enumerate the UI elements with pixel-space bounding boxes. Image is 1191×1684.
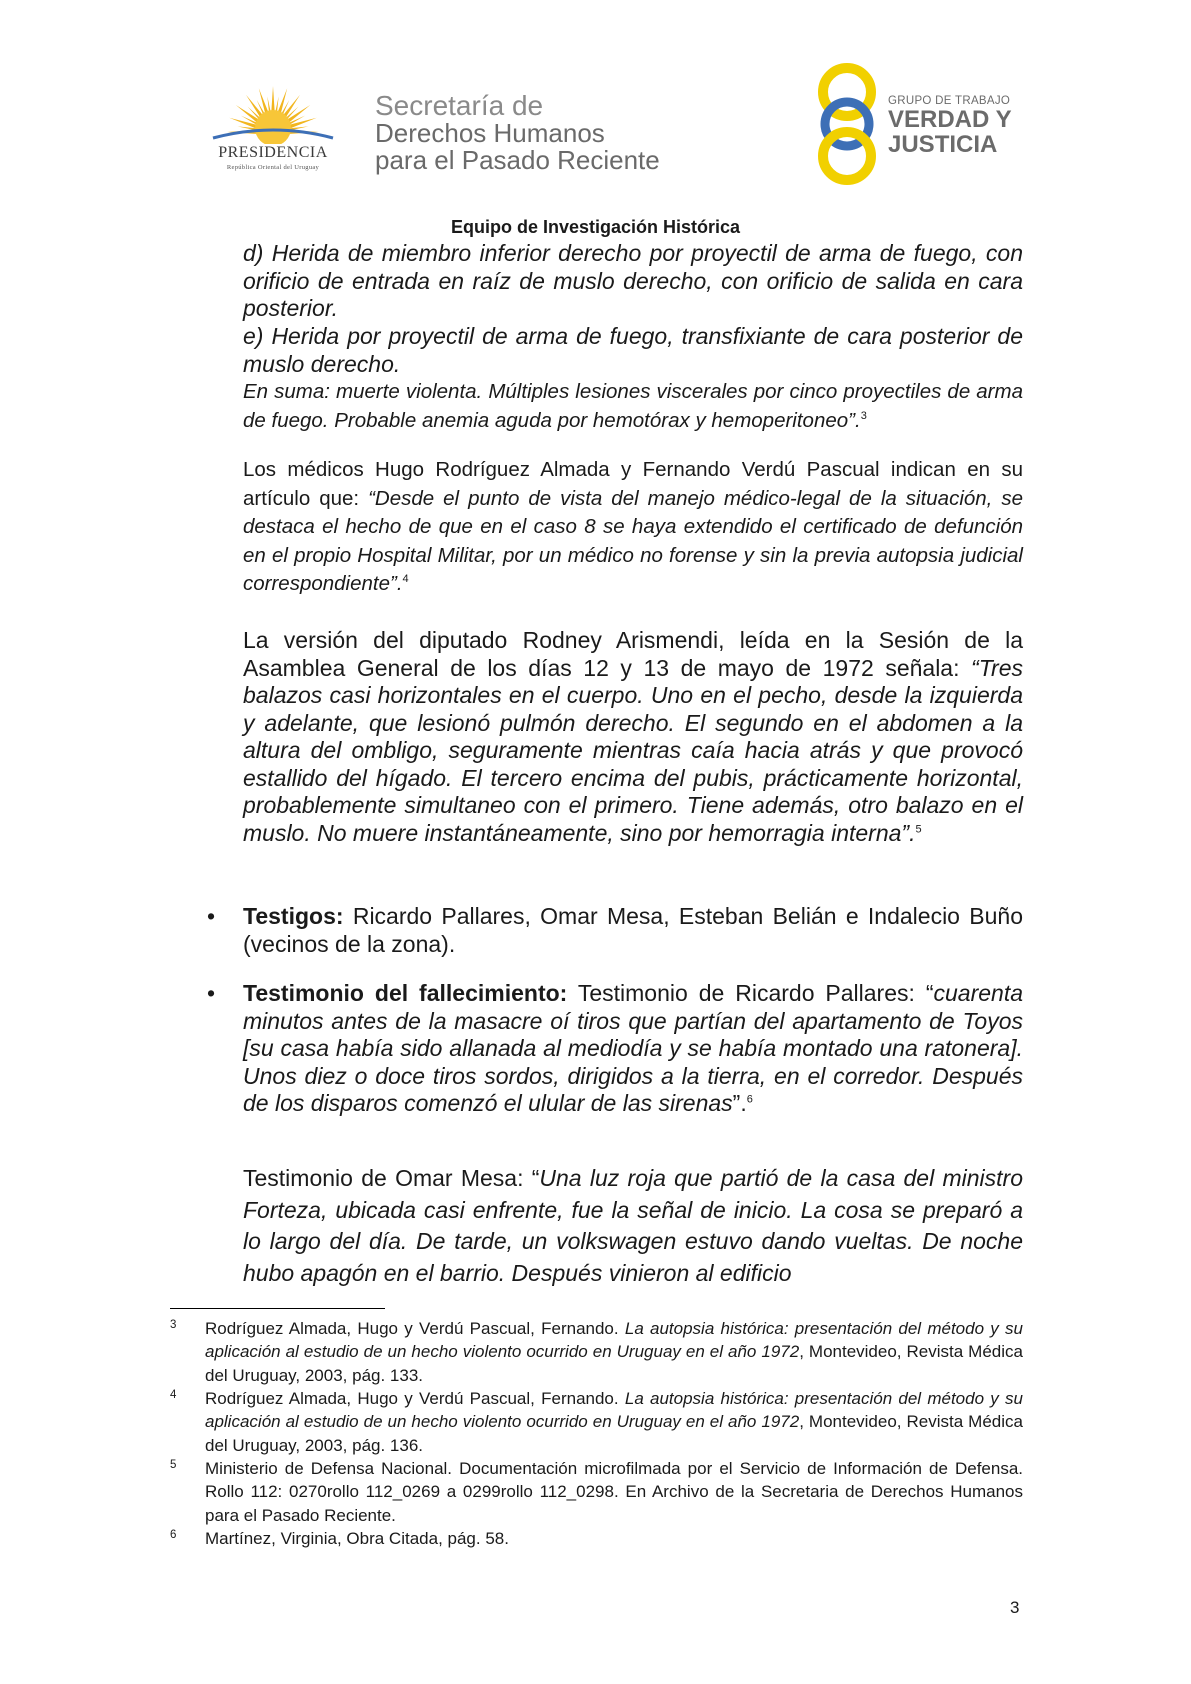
footnote-ref-5: 5 (915, 822, 922, 835)
arismendi-paragraph (243, 627, 1023, 847)
item-d: d) Herida de miembro inferior derecho por proyectil de arma de fuego, con orificio de entrada en raíz de muslo derecho, con orificio de salida en cara posterior. (243, 240, 1023, 321)
mesa-intro: Testimonio de Omar Mesa: “ (243, 1165, 540, 1191)
testigos-text: Ricardo Pallares, Omar Mesa, Esteban Belián e Indalecio Buño (vecinos de la zona). (243, 903, 1023, 957)
arismendi-quote: “Tres balazos casi horizontales en el cuerpo. Uno en el pecho, desde la izquierda y adelante, que lesionó pulmón derecho. El segundo en el abdomen a la altura del ombligo, seguramente mientras caía hacia atrás y que provocó estallido del hígado. El tercero encima del pubis, prácticamente horizontal, probablemente simultaneo con el primero. Tiene además, otro balazo en el muslo. No muere instantáneamente, sino por hemorragia interna”. (243, 654, 1023, 846)
footnote-author: Rodríguez Almada, Hugo y Verdú Pascual, Fernando. (205, 1389, 625, 1408)
page-number: 3 (1010, 1598, 1020, 1617)
footnote-source: , Montevideo, Revista Médica del Uruguay, 2003, pág. 133. (205, 1342, 1023, 1385)
secretaria-logo-text (375, 92, 660, 174)
medicos-quote: “Desde el punto de vista del manejo médico-legal de la situación, se destaca el hecho de que en el caso 8 se haya extendido el certificado de defunción en el propio Hospital Militar, por un médico no forense y sin la previa autopsia judicial correspondiente”. (243, 486, 1024, 595)
summary-paragraph (243, 378, 1023, 435)
mesa-quote: Una luz roja que partió de la casa del ministro Forteza, ubicada casi enfrente, fue la señal de inicio. La cosa se preparó a lo largo del día. De tarde, un volkswagen estuvo dando vueltas. De noche hubo apagón en el barrio. Después vinieron al edificio (243, 1165, 1023, 1286)
footnote-text: Martínez, Virginia, Obra Citada, pág. 58. (205, 1529, 509, 1548)
testimonio-paragraph (243, 980, 1023, 1118)
footnote-number: 3 (170, 1319, 177, 1331)
footnote-5 (170, 1457, 1023, 1527)
gtvj-line-2: VERDAD Y (888, 106, 1012, 133)
footnote-author: Rodríguez Almada, Hugo y Verdú Pascual, Fernando. (205, 1319, 625, 1338)
page-title: Equipo de Investigación Histórica (450, 217, 741, 237)
arismendi-intro: La versión del diputado Rodney Arismendi, leída en la Sesión de la Asamblea General de los días 12 y 13 de mayo de 1972 señala: (243, 627, 1023, 681)
medicos-paragraph (243, 456, 1023, 599)
presidencia-sublabel: República Oriental del Uruguay (226, 164, 320, 171)
presidencia-logo (193, 82, 353, 182)
testimonio-close: ”. (732, 1090, 747, 1116)
secretaria-line-3: para el Pasado Reciente (375, 145, 660, 175)
bullet-testigos: • (207, 903, 216, 929)
gtvj-logo-text (888, 95, 1012, 157)
footnote-number: 5 (170, 1459, 177, 1471)
footnote-6 (170, 1527, 1023, 1550)
gtvj-line-3: JUSTICIA (888, 131, 998, 158)
testimonio-label: Testimonio del fallecimiento: (243, 980, 568, 1006)
sun-emblem-icon (193, 82, 353, 144)
testimonio-quote: cuarenta minutos antes de la masacre oí tiros que partían del apartamento de Toyos [su casa había sido allanada al mediodía y se había montado una ratonera]. Unos diez o doce tiros sordos, dirigidos a la tierra, en el corredor. Después de los disparos comenzó el ulular de las sirenas (243, 980, 1024, 1116)
footnote-4 (170, 1387, 1023, 1457)
footnote-number: 6 (170, 1529, 177, 1541)
footnote-title: La autopsia histórica: presentación del método y su aplicación al estudio de un hecho violento ocurrido en Uruguay en el año 1972 (205, 1319, 1023, 1362)
summary-text: En suma: muerte violenta. Múltiples lesiones viscerales por cinco proyectiles de arma de fuego. Probable anemia aguda por hemotórax y hemoperitoneo”. (243, 380, 1023, 432)
footnote-title: La autopsia histórica: presentación del método y su aplicación al estudio de un hecho violento ocurrido en Uruguay en el año 1972 (205, 1389, 1023, 1432)
interlocked-rings-icon (810, 62, 885, 186)
gtvj-line-1: GRUPO DE TRABAJO (888, 95, 1011, 107)
footnote-3 (170, 1317, 1023, 1387)
secretaria-line-2: Derechos Humanos (375, 118, 605, 148)
testimonio-intro: Testimonio de Ricardo Pallares: “ (567, 980, 934, 1006)
item-e: e) Herida por proyectil de arma de fuego, transfixiante de cara posterior de muslo derecho. (243, 323, 1023, 377)
footnote-separator (170, 1308, 385, 1309)
footnote-number: 4 (170, 1389, 177, 1401)
footnote-ref-3: 3 (860, 409, 867, 422)
footnote-ref-4: 4 (402, 573, 409, 586)
secretaria-line-1: Secretaría de (375, 90, 544, 121)
bullet-testimonio: • (207, 980, 216, 1006)
footnote-ref-6: 6 (746, 1093, 753, 1106)
testigos-paragraph (243, 903, 1023, 958)
medicos-intro: Los médicos Hugo Rodríguez Almada y Fernando Verdú Pascual indican en su artículo que: (243, 458, 1023, 510)
footnote-source: , Montevideo, Revista Médica del Uruguay, 2003, pág. 136. (205, 1412, 1023, 1455)
footnote-text: Ministerio de Defensa Nacional. Documentación microfilmada por el Servicio de Información de Defensa. Rollo 112: 0270rollo 112_0269 a 0299rollo 112_0298. En Archivo de la Secretaria de Derechos Humanos para el Pasado Reciente. (205, 1459, 1023, 1525)
mesa-paragraph (243, 1163, 1023, 1289)
testigos-label: Testigos: (243, 903, 344, 929)
presidencia-label: PRESIDENCIA (218, 144, 328, 161)
